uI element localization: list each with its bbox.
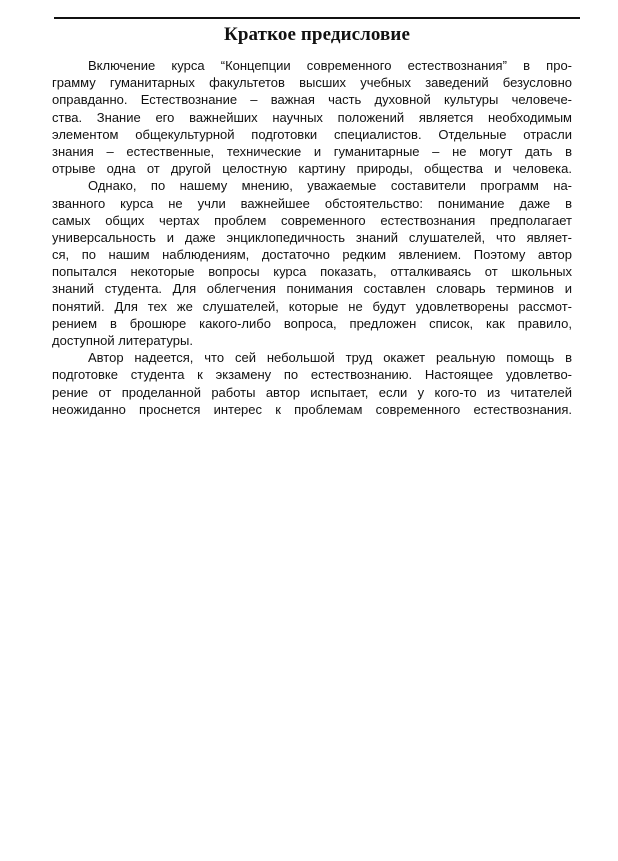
text-line: ства. Знание его важнейших научных положений является необходимым [52,109,572,125]
text-line: подготовке студента к экзамену по естествознанию. Настоящее удовлетво- [52,367,572,383]
text-line: грамму гуманитарных факультетов высших учебных заведений безусловно [52,75,572,91]
text-line: оправданно. Естествознание – важная часть духовной культуры человече- [52,92,572,108]
paragraph-2 [52,177,572,349]
header-rule [54,17,580,19]
text-line: отрыве одна от другой целостную картину природы, общества и человека. [52,161,572,177]
text-line: рением в брошюре какого-либо вопроса, предложен список, как правило, [52,315,572,331]
text-line: понятий. Для тех же слушателей, которые не будут удовлетворены рассмот- [52,298,572,314]
text-line: Автор надеется, что сей небольшой труд окажет реальную помощь в [88,350,572,366]
text-line: знаний студента. Для облегчения понимания составлен словарь терминов и [52,281,572,297]
text-line: знания – естественные, технические и гуманитарные – не могут дать в [52,143,572,159]
page-title: Краткое предисловие [224,24,410,45]
text-line: элементом общекультурной подготовки специалистов. Отдельные отрасли [52,126,572,142]
preface-body [52,57,572,418]
text-line: Включение курса “Концепции современного естествознания” в про- [88,58,572,73]
text-line: попытался некоторые вопросы курса показать, отталкиваясь от школьных [52,264,572,280]
text-line: ся, по нашим наблюдениям, достаточно редким явлением. Поэтому автор [52,247,572,263]
text-line: самых общих чертах проблем современного естествознания предполагает [52,212,572,228]
paragraph-3 [52,349,572,418]
text-line: званного курса не учли важнейшее обстоятельство: понимание даже в [52,195,572,211]
text-line: рение от проделанной работы автор испытает, если у кого-то из читателей [52,384,572,400]
text-line: неожиданно проснется интерес к проблемам современного естествознания. [52,401,572,417]
text-line: универсальность и даже энциклопедичность знаний слушателей, что являет- [52,229,572,245]
text-line: доступной литературы. [52,333,193,348]
text-line: Однако, по нашему мнению, уважаемые составители программ на- [88,178,572,194]
paragraph-1 [52,57,572,177]
